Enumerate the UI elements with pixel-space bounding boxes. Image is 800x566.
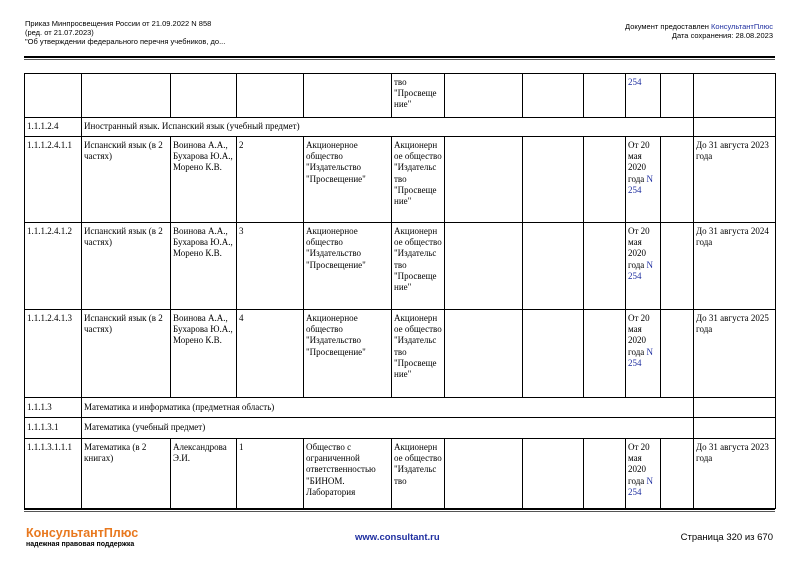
provided-prefix: Документ предоставлен (625, 22, 712, 31)
table-cell: До 31 августа 2024 года (694, 223, 776, 310)
table-cell (661, 137, 694, 223)
table-cell (445, 439, 523, 509)
table-cell: Испанский язык (в 2 частях) (82, 137, 171, 223)
table-cell (584, 223, 626, 310)
footer-logo (26, 526, 138, 549)
footer-tagline: надежная правовая поддержка (26, 541, 135, 548)
table-cell: До 31 августа 2025 года (694, 310, 776, 398)
table-cell (523, 223, 584, 310)
section-title: Математика (учебный предмет) (82, 418, 694, 439)
table-cell: Акционерное общество "Издательство "Просвещение" (304, 137, 392, 223)
table-cell: Воинова А.А., Бухарова Ю.А., Морено К.В. (171, 223, 237, 310)
table-cell: 3 (237, 223, 304, 310)
table-cell: До 31 августа 2023 года (694, 137, 776, 223)
table-cell: 1.1.1.2.4.1.2 (25, 223, 82, 310)
table-cell: Общество с ограниченной ответственностью "БИНОМ. Лаборатория (304, 439, 392, 509)
table-cell: Воинова А.А., Бухарова Ю.А., Морено К.В. (171, 310, 237, 398)
table-cell (523, 74, 584, 118)
header-rule (24, 56, 775, 58)
footer-brand: КонсультантПлюс (26, 526, 139, 540)
table-row (25, 310, 776, 398)
section-code: 1.1.1.3 (25, 398, 82, 418)
table-cell (445, 223, 523, 310)
table-cell: Испанский язык (в 2 частях) (82, 223, 171, 310)
footer-rule (24, 508, 775, 510)
table-cell (445, 74, 523, 118)
table-cell (661, 223, 694, 310)
table-cell: 2 (237, 137, 304, 223)
section-row (25, 398, 776, 418)
order-link[interactable]: N 254 (628, 475, 654, 497)
table-cell: 1 (237, 439, 304, 509)
order-link[interactable]: N 254 (628, 173, 654, 195)
table-row (25, 223, 776, 310)
table-cell: Акционерн ое общество "Издательс тво "Просвеще ние" (392, 223, 445, 310)
table-cell (626, 439, 661, 509)
table-cell (25, 74, 82, 118)
table-cell (584, 137, 626, 223)
approval-date: От 20 мая 2020 года (628, 313, 650, 357)
order-link[interactable]: N 254 (628, 346, 654, 368)
table-cell (694, 398, 776, 418)
table-row (25, 137, 776, 223)
saved-date: Дата сохранения: 28.08.2023 (671, 31, 773, 40)
footer-rule-thin (24, 511, 775, 512)
table-cell: 1.1.1.2.4.1.3 (25, 310, 82, 398)
table-cell (584, 439, 626, 509)
order-link[interactable]: N 254 (628, 259, 654, 281)
table-cell: Александрова Э.И. (171, 439, 237, 509)
table-cell (523, 439, 584, 509)
table-cell: Акционерное общество "Издательство "Просвещение" (304, 223, 392, 310)
provided-info (625, 22, 773, 40)
table-cell (626, 310, 661, 398)
table-cell (694, 418, 776, 439)
table-cell: 1.1.1.2.4.1.1 (25, 137, 82, 223)
table-cell: Воинова А.А., Бухарова Ю.А., Морено К.В. (171, 137, 237, 223)
table-cell: Акционерн ое общество "Издательс тво "Просвеще ние" (392, 310, 445, 398)
approval-date: От 20 мая 2020 года (628, 140, 650, 184)
footer-url-link[interactable]: www.consultant.ru (355, 532, 440, 543)
table-cell (304, 74, 392, 118)
header-rule-thin (24, 59, 775, 60)
section-title: Математика и информатика (предметная область) (82, 398, 694, 418)
table-cell (626, 74, 661, 118)
section-row (25, 418, 776, 439)
textbook-table (24, 73, 776, 509)
table-cell (171, 74, 237, 118)
doc-title-line3: "Об утверждении федерального перечня учебников, до... (25, 37, 226, 46)
table-row (25, 74, 776, 118)
table-cell: 4 (237, 310, 304, 398)
table-cell (445, 137, 523, 223)
document-title (25, 19, 225, 46)
order-link[interactable]: 254 (628, 77, 642, 87)
table-cell (82, 74, 171, 118)
section-code: 1.1.1.2.4 (25, 118, 82, 137)
table-cell: Математика (в 2 книгах) (82, 439, 171, 509)
table-cell (661, 439, 694, 509)
table-cell (626, 223, 661, 310)
table-cell (584, 74, 626, 118)
table-cell: Акционерн ое общество "Издательс тво (392, 439, 445, 509)
approval-date: От 20 мая 2020 года (628, 226, 650, 270)
table-cell: Испанский язык (в 2 частях) (82, 310, 171, 398)
brand-link[interactable]: КонсультантПлюс (711, 22, 773, 31)
table-cell: Акционерное общество "Издательство "Просвещение" (304, 310, 392, 398)
approval-date: От 20 мая 2020 года (628, 442, 650, 486)
table-cell (523, 310, 584, 398)
table-cell (661, 310, 694, 398)
table-cell (661, 74, 694, 118)
table-cell (694, 74, 776, 118)
page-number: Страница 320 из 670 (680, 532, 773, 543)
table-cell: Акционерн ое общество "Издательс тво "Просвеще ние" (392, 137, 445, 223)
table-cell: До 31 августа 2023 года (694, 439, 776, 509)
table-cell (584, 310, 626, 398)
table-cell (626, 137, 661, 223)
section-code: 1.1.1.3.1 (25, 418, 82, 439)
table-cell: тво "Просвеще ние" (392, 74, 445, 118)
table-cell (523, 137, 584, 223)
section-row (25, 118, 776, 137)
table-row (25, 439, 776, 509)
table-cell: 1.1.1.3.1.1.1 (25, 439, 82, 509)
table-cell (237, 74, 304, 118)
table-cell (445, 310, 523, 398)
section-title: Иностранный язык. Испанский язык (учебный предмет) (82, 118, 694, 137)
doc-title-line1: Приказ Минпросвещения России от 21.09.2022 N 858 (25, 19, 212, 28)
doc-title-line2: (ред. от 21.07.2023) (25, 28, 94, 37)
table-cell (694, 118, 776, 137)
